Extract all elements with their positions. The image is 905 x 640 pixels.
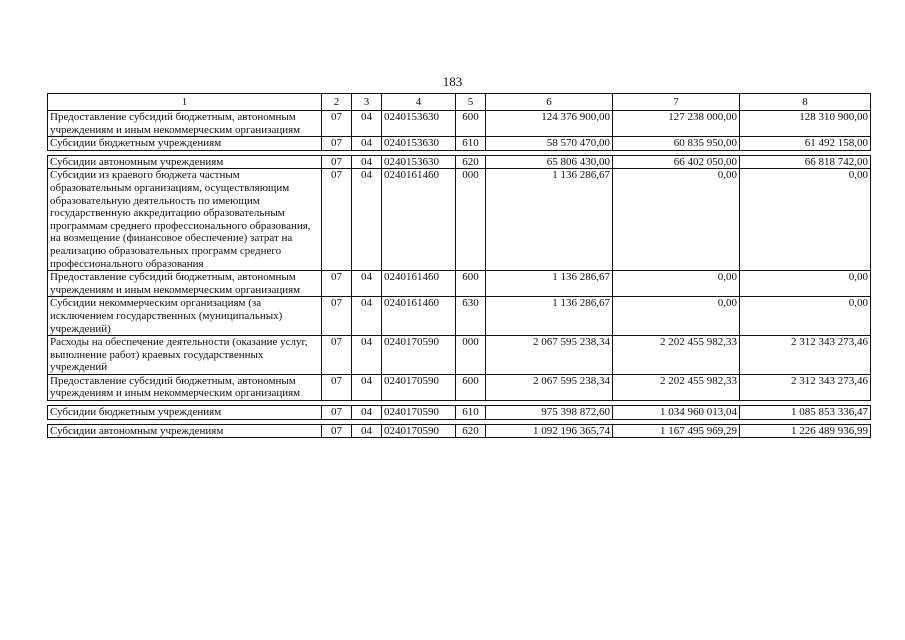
subsection-code: 04 bbox=[352, 271, 382, 297]
amount-col-7: 1 034 960 013,04 bbox=[613, 406, 740, 420]
target-article-code: 0240161460 bbox=[382, 271, 456, 297]
header-row bbox=[48, 94, 871, 111]
budget-table bbox=[47, 93, 871, 438]
row-name: Субсидии автономным учреждениям bbox=[48, 155, 322, 169]
row-name: Субсидии бюджетным учреждениям bbox=[48, 406, 322, 420]
amount-col-7: 0,00 bbox=[613, 297, 740, 336]
expense-type-code: 630 bbox=[456, 297, 486, 336]
subsection-code: 04 bbox=[352, 155, 382, 169]
row-name: Предоставление субсидий бюджетным, автономным учреждениям и иным некоммерческим организациям bbox=[48, 271, 322, 297]
amount-col-7: 66 402 050,00 bbox=[613, 155, 740, 169]
subsection-code: 04 bbox=[352, 336, 382, 375]
amount-col-6: 2 067 595 238,34 bbox=[486, 374, 613, 400]
header-cell: 8 bbox=[740, 94, 871, 111]
section-code: 07 bbox=[322, 155, 352, 169]
subsection-code: 04 bbox=[352, 169, 382, 271]
subsection-code: 04 bbox=[352, 424, 382, 438]
section-code: 07 bbox=[322, 137, 352, 151]
amount-col-6: 1 136 286,67 bbox=[486, 297, 613, 336]
expense-type-code: 600 bbox=[456, 111, 486, 137]
expense-type-code: 610 bbox=[456, 137, 486, 151]
section-code: 07 bbox=[322, 406, 352, 420]
amount-col-7: 0,00 bbox=[613, 169, 740, 271]
subsection-code: 04 bbox=[352, 297, 382, 336]
amount-col-6: 2 067 595 238,34 bbox=[486, 336, 613, 375]
row-name: Субсидии бюджетным учреждениям bbox=[48, 137, 322, 151]
section-code: 07 bbox=[322, 424, 352, 438]
table-row bbox=[48, 297, 871, 336]
header-cell: 2 bbox=[322, 94, 352, 111]
amount-col-6: 1 136 286,67 bbox=[486, 271, 613, 297]
target-article-code: 0240161460 bbox=[382, 169, 456, 271]
row-name: Субсидии из краевого бюджета частным образовательным организациям, осуществляющим образовательную деятельность по имеющим государственную аккредитацию образовательным программам среднего профессионального образования, на возмещение (финансовое обеспечение) затрат на реализацию образовательных программ среднего профессионального образования bbox=[48, 169, 322, 271]
expense-type-code: 610 bbox=[456, 406, 486, 420]
amount-col-8: 2 312 343 273,46 bbox=[740, 336, 871, 375]
amount-col-8: 128 310 900,00 bbox=[740, 111, 871, 137]
target-article-code: 0240170590 bbox=[382, 336, 456, 375]
target-article-code: 0240170590 bbox=[382, 424, 456, 438]
target-article-code: 0240153630 bbox=[382, 155, 456, 169]
subsection-code: 04 bbox=[352, 374, 382, 400]
section-code: 07 bbox=[322, 111, 352, 137]
amount-col-6: 65 806 430,00 bbox=[486, 155, 613, 169]
subsection-code: 04 bbox=[352, 111, 382, 137]
amount-col-8: 61 492 158,00 bbox=[740, 137, 871, 151]
amount-col-6: 58 570 470,00 bbox=[486, 137, 613, 151]
table-row bbox=[48, 271, 871, 297]
amount-col-8: 0,00 bbox=[740, 169, 871, 271]
target-article-code: 0240170590 bbox=[382, 374, 456, 400]
amount-col-7: 2 202 455 982,33 bbox=[613, 336, 740, 375]
expense-type-code: 620 bbox=[456, 424, 486, 438]
subsection-code: 04 bbox=[352, 406, 382, 420]
row-name: Предоставление субсидий бюджетным, автономным учреждениям и иным некоммерческим организациям bbox=[48, 374, 322, 400]
table-row bbox=[48, 406, 871, 420]
amount-col-8: 0,00 bbox=[740, 297, 871, 336]
header-cell: 5 bbox=[456, 94, 486, 111]
expense-type-code: 000 bbox=[456, 336, 486, 375]
row-name: Предоставление субсидий бюджетным, автономным учреждениям и иным некоммерческим организациям bbox=[48, 111, 322, 137]
table-row bbox=[48, 374, 871, 400]
section-code: 07 bbox=[322, 169, 352, 271]
row-name: Субсидии автономным учреждениям bbox=[48, 424, 322, 438]
expense-type-code: 000 bbox=[456, 169, 486, 271]
amount-col-6: 124 376 900,00 bbox=[486, 111, 613, 137]
subsection-code: 04 bbox=[352, 137, 382, 151]
amount-col-7: 60 835 950,00 bbox=[613, 137, 740, 151]
header-cell: 7 bbox=[613, 94, 740, 111]
section-code: 07 bbox=[322, 271, 352, 297]
row-name: Расходы на обеспечение деятельности (оказание услуг, выполнение работ) краевых государственных учреждений bbox=[48, 336, 322, 375]
expense-type-code: 600 bbox=[456, 271, 486, 297]
section-code: 07 bbox=[322, 336, 352, 375]
table-row bbox=[48, 111, 871, 137]
amount-col-8: 66 818 742,00 bbox=[740, 155, 871, 169]
target-article-code: 0240153630 bbox=[382, 111, 456, 137]
amount-col-7: 1 167 495 969,29 bbox=[613, 424, 740, 438]
header-cell: 4 bbox=[382, 94, 456, 111]
table-row bbox=[48, 336, 871, 375]
table-row bbox=[48, 424, 871, 438]
table-row bbox=[48, 137, 871, 151]
amount-col-6: 1 136 286,67 bbox=[486, 169, 613, 271]
amount-col-6: 1 092 196 365,74 bbox=[486, 424, 613, 438]
amount-col-6: 975 398 872,60 bbox=[486, 406, 613, 420]
amount-col-7: 0,00 bbox=[613, 271, 740, 297]
amount-col-8: 0,00 bbox=[740, 271, 871, 297]
table-row bbox=[48, 169, 871, 271]
expense-type-code: 620 bbox=[456, 155, 486, 169]
section-code: 07 bbox=[322, 297, 352, 336]
page-number: 183 bbox=[442, 74, 463, 89]
amount-col-8: 2 312 343 273,46 bbox=[740, 374, 871, 400]
amount-col-8: 1 226 489 936,99 bbox=[740, 424, 871, 438]
target-article-code: 0240170590 bbox=[382, 406, 456, 420]
target-article-code: 0240161460 bbox=[382, 297, 456, 336]
amount-col-7: 2 202 455 982,33 bbox=[613, 374, 740, 400]
header-cell: 6 bbox=[486, 94, 613, 111]
section-code: 07 bbox=[322, 374, 352, 400]
row-name: Субсидии некоммерческим организациям (за исключением государственных (муниципальных) учреждений) bbox=[48, 297, 322, 336]
amount-col-8: 1 085 853 336,47 bbox=[740, 406, 871, 420]
header-cell: 3 bbox=[352, 94, 382, 111]
header-cell: 1 bbox=[48, 94, 322, 111]
amount-col-7: 127 238 000,00 bbox=[613, 111, 740, 137]
table-row bbox=[48, 155, 871, 169]
target-article-code: 0240153630 bbox=[382, 137, 456, 151]
expense-type-code: 600 bbox=[456, 374, 486, 400]
